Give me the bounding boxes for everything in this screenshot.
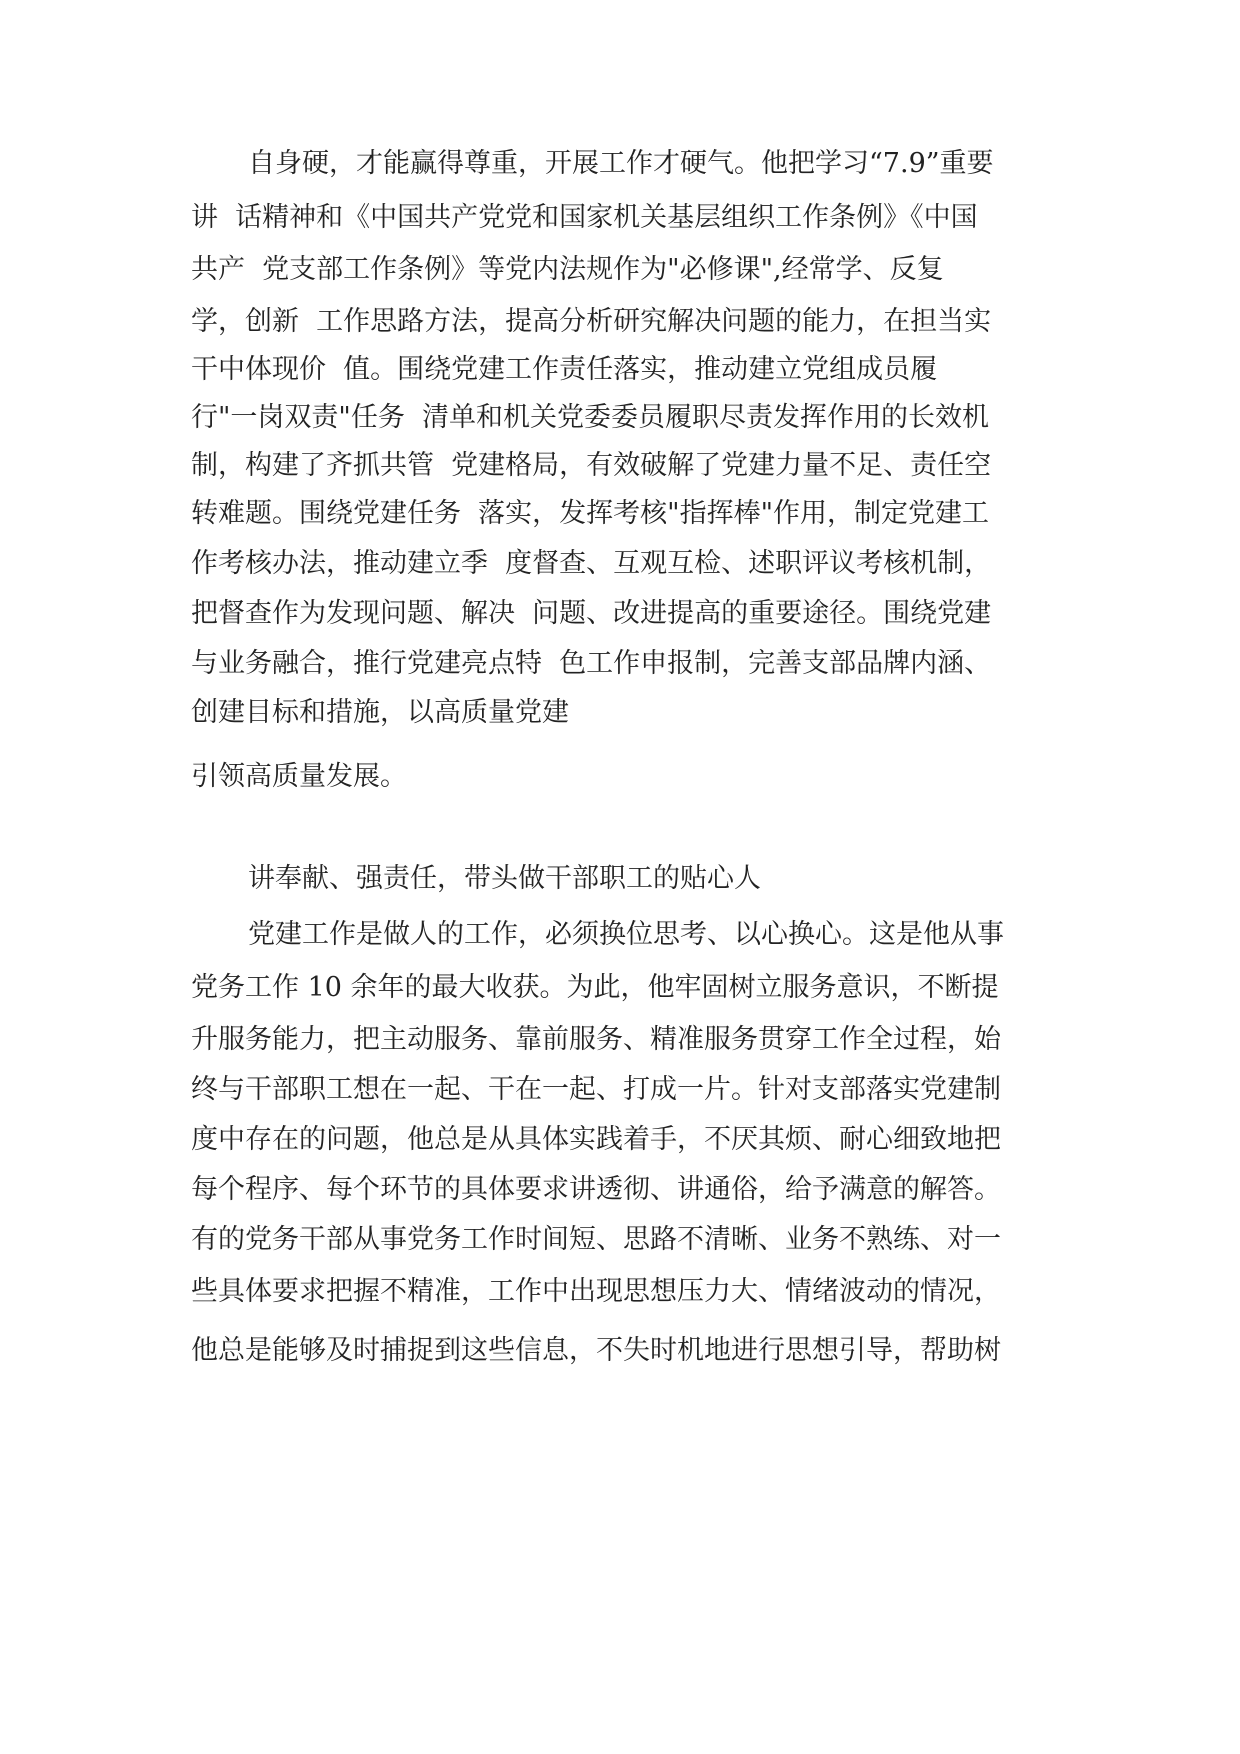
paragraph-1-line: 转难题。围绕党建任务 落实，发挥考核"指挥棒"作用，制定党建工 — [191, 498, 990, 529]
paragraph-1-line: 讲 话精神和《中国共产党党和国家机关基层组织工作条例》《中国 — [191, 202, 978, 233]
paragraph-1-line: 共产 党支部工作条例》等党内法规作为"必修课",经常学、反复 — [191, 254, 944, 285]
paragraph-1-line: 引领高质量发展。 — [191, 761, 407, 792]
paragraph-1-line: 学，创新 工作思路方法，提高分析研究解决问题的能力，在担当实 — [191, 306, 992, 337]
section-heading: 讲奉献、强责任，带头做干部职工的贴心人 — [248, 863, 761, 894]
paragraph-2-line: 有的党务干部从事党务工作时间短、思路不清晰、业务不熟练、对一 — [191, 1224, 1001, 1255]
paragraph-2-line: 每个程序、每个环节的具体要求讲透彻、讲通俗，给予满意的解答。 — [191, 1174, 1001, 1205]
paragraph-2-line: 升服务能力，把主动服务、靠前服务、精准服务贯穿工作全过程，始 — [191, 1024, 1001, 1055]
paragraph-1-line: 创建目标和措施，以高质量党建 — [191, 697, 569, 728]
paragraph-1-line: 干中体现价 值。围绕党建工作责任落实，推动建立党组成员履 — [191, 354, 938, 385]
paragraph-2-line: 他总是能够及时捕捉到这些信息，不失时机地进行思想引导，帮助树 — [191, 1335, 1001, 1366]
paragraph-2-line: 党建工作是做人的工作，必须换位思考、以心换心。这是他从事 — [248, 919, 1004, 950]
paragraph-1-line: 把督查作为发现问题、解决 问题、改进提高的重要途径。围绕党建 — [191, 598, 992, 629]
paragraph-2-line: 度中存在的问题，他总是从具体实践着手，不厌其烦、耐心细致地把 — [191, 1124, 1001, 1155]
paragraph-1-line: 与业务融合，推行党建亮点特 色工作申报制，完善支部品牌内涵、 — [191, 648, 992, 679]
paragraph-2-line: 些具体要求把握不精准，工作中出现思想压力大、情绪波动的情况， — [191, 1276, 1001, 1307]
paragraph-1-line: 作考核办法，推动建立季 度督查、互观互检、述职评议考核机制， — [191, 548, 992, 579]
paragraph-2-line: 党务工作 10 余年的最大收获。为此，他牢固树立服务意识，不断提 — [191, 972, 999, 1003]
paragraph-1-line: 自身硬，才能赢得尊重，开展工作才硬气。他把学习“7.9”重要 — [248, 148, 994, 179]
paragraph-2-line: 终与干部职工想在一起、干在一起、打成一片。针对支部落实党建制 — [191, 1074, 1001, 1105]
paragraph-1-line: 行"一岗双责"任务 清单和机关党委委员履职尽责发挥作用的长效机 — [191, 402, 990, 433]
paragraph-1-line: 制，构建了齐抓共管 党建格局，有效破解了党建力量不足、责任空 — [191, 450, 992, 481]
